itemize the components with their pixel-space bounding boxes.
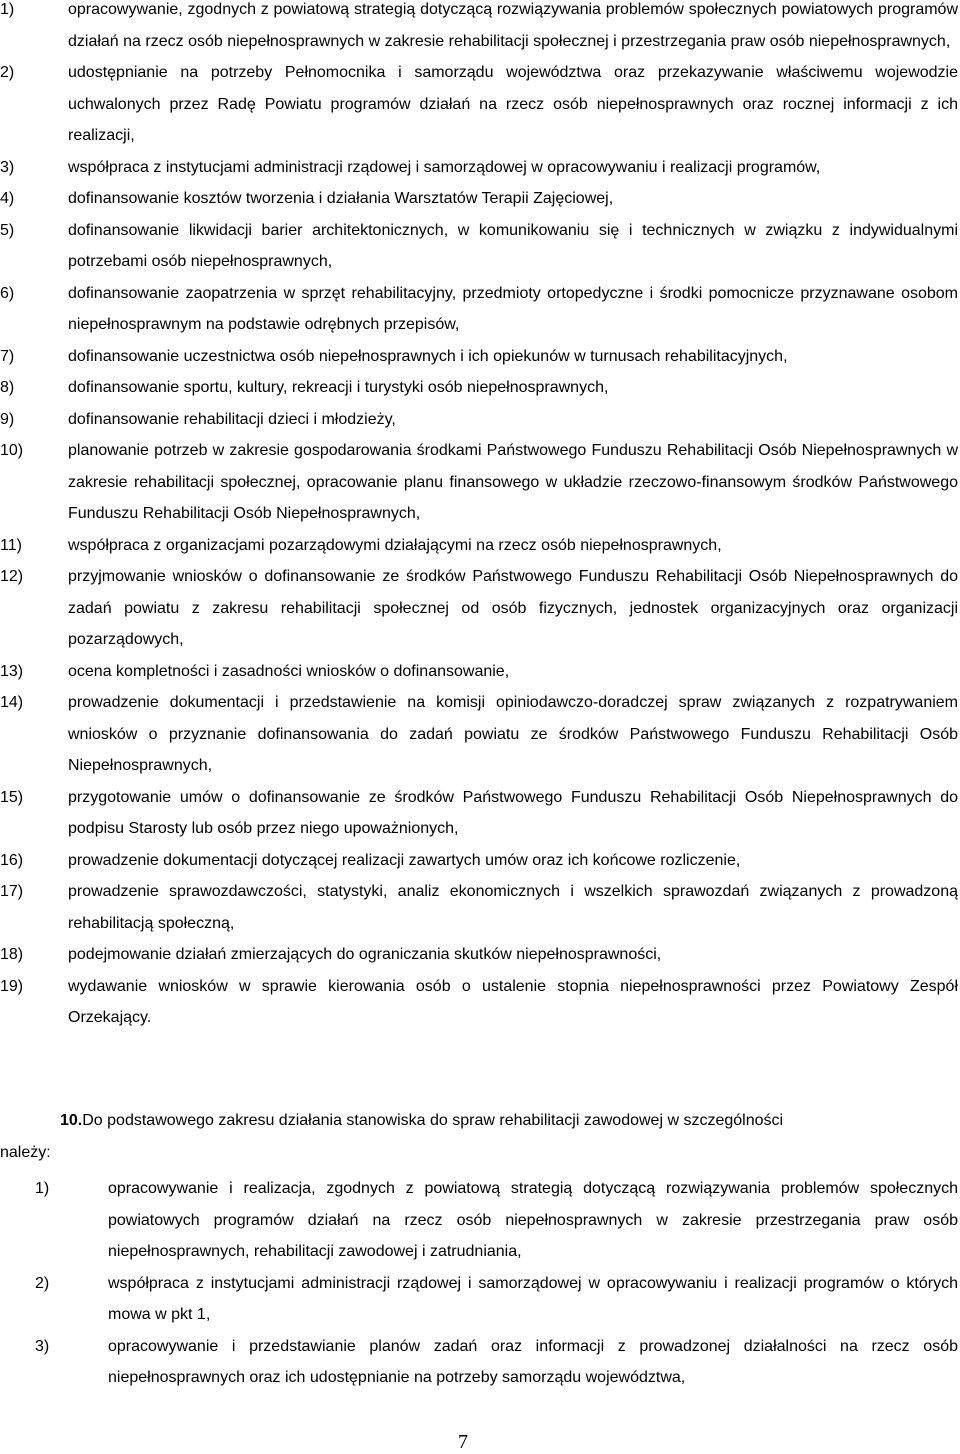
list-item [0,372,960,404]
item-text: planowanie potrzeb w zakresie gospodarowania środkami Państwowego Funduszu Rehabilitacji Osób Niepełnosprawnych w zakresie rehabilitacji społecznej, opracowanie planu finansowego w układzie rzeczowo-finansowym środków Państwowego Funduszu Rehabilitacji Osób Niepełnosprawnych, [68,442,958,522]
item-number: 19) [0,977,24,995]
section-intro-continuation: należy: [0,1143,51,1161]
item-number: 14) [0,694,24,711]
item-number: 4) [0,190,15,207]
item-text: wydawanie wniosków w sprawie kierowania osób o ustalenie stopnia niepełnosprawności przez Powiatowy Zespół Orzekający. [68,977,958,1026]
item-number: 5) [0,221,15,239]
list-item [0,435,960,530]
item-text: dofinansowanie likwidacji barier architektonicznych, w komunikowaniu się i technicznych w związku z indywidualnymi potrzebami osób niepełnosprawnych, [68,221,958,270]
list-item [0,1331,960,1394]
list-item [0,656,960,688]
list-item [0,939,960,971]
list-item [0,278,960,341]
list-item [0,687,960,782]
list-item [0,530,960,562]
item-number: 7) [0,347,15,365]
list-item [0,971,960,1034]
list-item [0,341,960,373]
list-item [0,782,960,845]
item-text: ocena kompletności i zasadności wniosków o dofinansowanie, [68,662,510,680]
item-number: 10) [0,442,24,459]
item-text: opracowywanie, zgodnych z powiatową strategią dotyczącą rozwiązywania problemów społecznych powiatowych programów działań na rzecz osób niepełnosprawnych w zakresie rehabilitacji społecznej i przestrzegania praw osób niepełnosprawnych, [68,1,958,50]
item-text: opracowywanie i przedstawianie planów zadań oraz informacji z prowadzonej działalności na rzecz osób niepełnosprawnych oraz ich udostępnianie na potrzeby samorządu województwa, [108,1337,958,1386]
list-item [0,845,960,877]
item-number: 16) [0,851,24,869]
item-text: opracowywanie i realizacja, zgodnych z powiatową strategią dotyczącą rozwiązywania problemów społecznych powiatowych programów działań na rzecz osób niepełnosprawnych w zakresie przestrzegania praw osób niepełnosprawnych, rehabilitacji zawodowej i zatrudniania, [108,1180,958,1260]
item-number: 8) [0,379,15,396]
list-item [0,1268,960,1331]
item-text: dofinansowanie uczestnictwa osób niepełnosprawnych i ich opiekunów w turnusach rehabilitacyjnych, [68,347,788,365]
list-item [0,404,960,436]
section-10-paragraph [0,1105,960,1168]
section-number: 10. [60,1112,83,1129]
list-item [0,876,960,939]
item-text: dofinansowanie kosztów tworzenia i działania Warsztatów Terapii Zajęciowej, [68,190,614,207]
item-number: 11) [0,536,22,554]
item-text: współpraca z instytucjami administracji rządowej i samorządowej w opracowywaniu i realizacji programów o których mowa w pkt 1, [108,1274,958,1323]
list-item [0,152,960,184]
item-number: 18) [0,946,24,963]
item-number: 13) [0,662,24,680]
item-text: dofinansowanie zaopatrzenia w sprzęt rehabilitacyjny, przedmioty ortopedyczne i środki pomocnicze przyznawane osobom niepełnosprawnym na podstawie odrębnych przepisów, [68,284,958,333]
item-text: współpraca z instytucjami administracji rządowej i samorządowej w opracowywaniu i realizacji programów, [68,158,821,176]
item-number: 17) [0,883,24,900]
section-intro-text: Do podstawowego zakresu działania stanowiska do spraw rehabilitacji zawodowej w szczególności [82,1112,784,1129]
item-text: współpraca z organizacjami pozarządowymi działającymi na rzecz osób niepełnosprawnych, [68,536,722,554]
item-text: udostępnianie na potrzeby Pełnomocnika i samorządu województwa oraz przekazywanie właściwemu wojewodzie uchwalonych przez Radę Powiatu programów działań na rzecz osób niepełnosprawnych oraz rocznej informacji z ich realizacji, [68,64,958,144]
item-number: 3) [0,158,15,176]
list-item [0,0,960,57]
item-number: 2) [35,1274,50,1292]
item-number: 12) [0,568,24,585]
item-text: prowadzenie dokumentacji i przedstawienie na komisji opiniodawczo-doradczej spraw związanych z rozpatrywaniem wniosków o przyznanie dofinansowania do zadań powiatu ze środków Państwowego Funduszu Rehabilitacji Osób Niepełnosprawnych, [68,694,958,774]
item-text: dofinansowanie rehabilitacji dzieci i młodzieży, [68,410,396,428]
item-text: przygotowanie umów o dofinansowanie ze środków Państwowego Funduszu Rehabilitacji Osób Niepełnosprawnych do podpisu Starosty lub osób przez niego upoważnionych, [68,788,958,837]
item-number: 15) [0,788,24,806]
item-number: 3) [35,1337,50,1355]
item-number: 2) [0,64,15,81]
item-number: 9) [0,410,15,428]
page-number: 7 [458,1431,468,1453]
list-item [0,1173,960,1268]
duties-list-vocational-rehabilitation [0,1173,960,1394]
item-text: przyjmowanie wniosków o dofinansowanie ze środków Państwowego Funduszu Rehabilitacji Osób Niepełnosprawnych do zadań powiatu z zakresu rehabilitacji społecznej od osób fizycznych, jednostek organizacyjnych oraz organizacji pozarządowych, [68,568,958,648]
item-text: dofinansowanie sportu, kultury, rekreacji i turystyki osób niepełnosprawnych, [68,379,609,396]
item-number: 1) [0,1,15,18]
list-item [0,57,960,152]
item-number: 6) [0,284,15,302]
item-text: prowadzenie sprawozdawczości, statystyki, analiz ekonomicznych i wszelkich sprawozdań związanych z prowadzoną rehabilitacją społeczną, [68,883,958,932]
item-number: 1) [35,1180,50,1197]
item-text: podejmowanie działań zmierzających do ograniczania skutków niepełnosprawności, [68,946,662,963]
list-item [0,561,960,656]
list-item [0,183,960,215]
item-text: prowadzenie dokumentacji dotyczącej realizacji zawartych umów oraz ich końcowe rozliczenie, [68,851,741,869]
list-item [0,215,960,278]
